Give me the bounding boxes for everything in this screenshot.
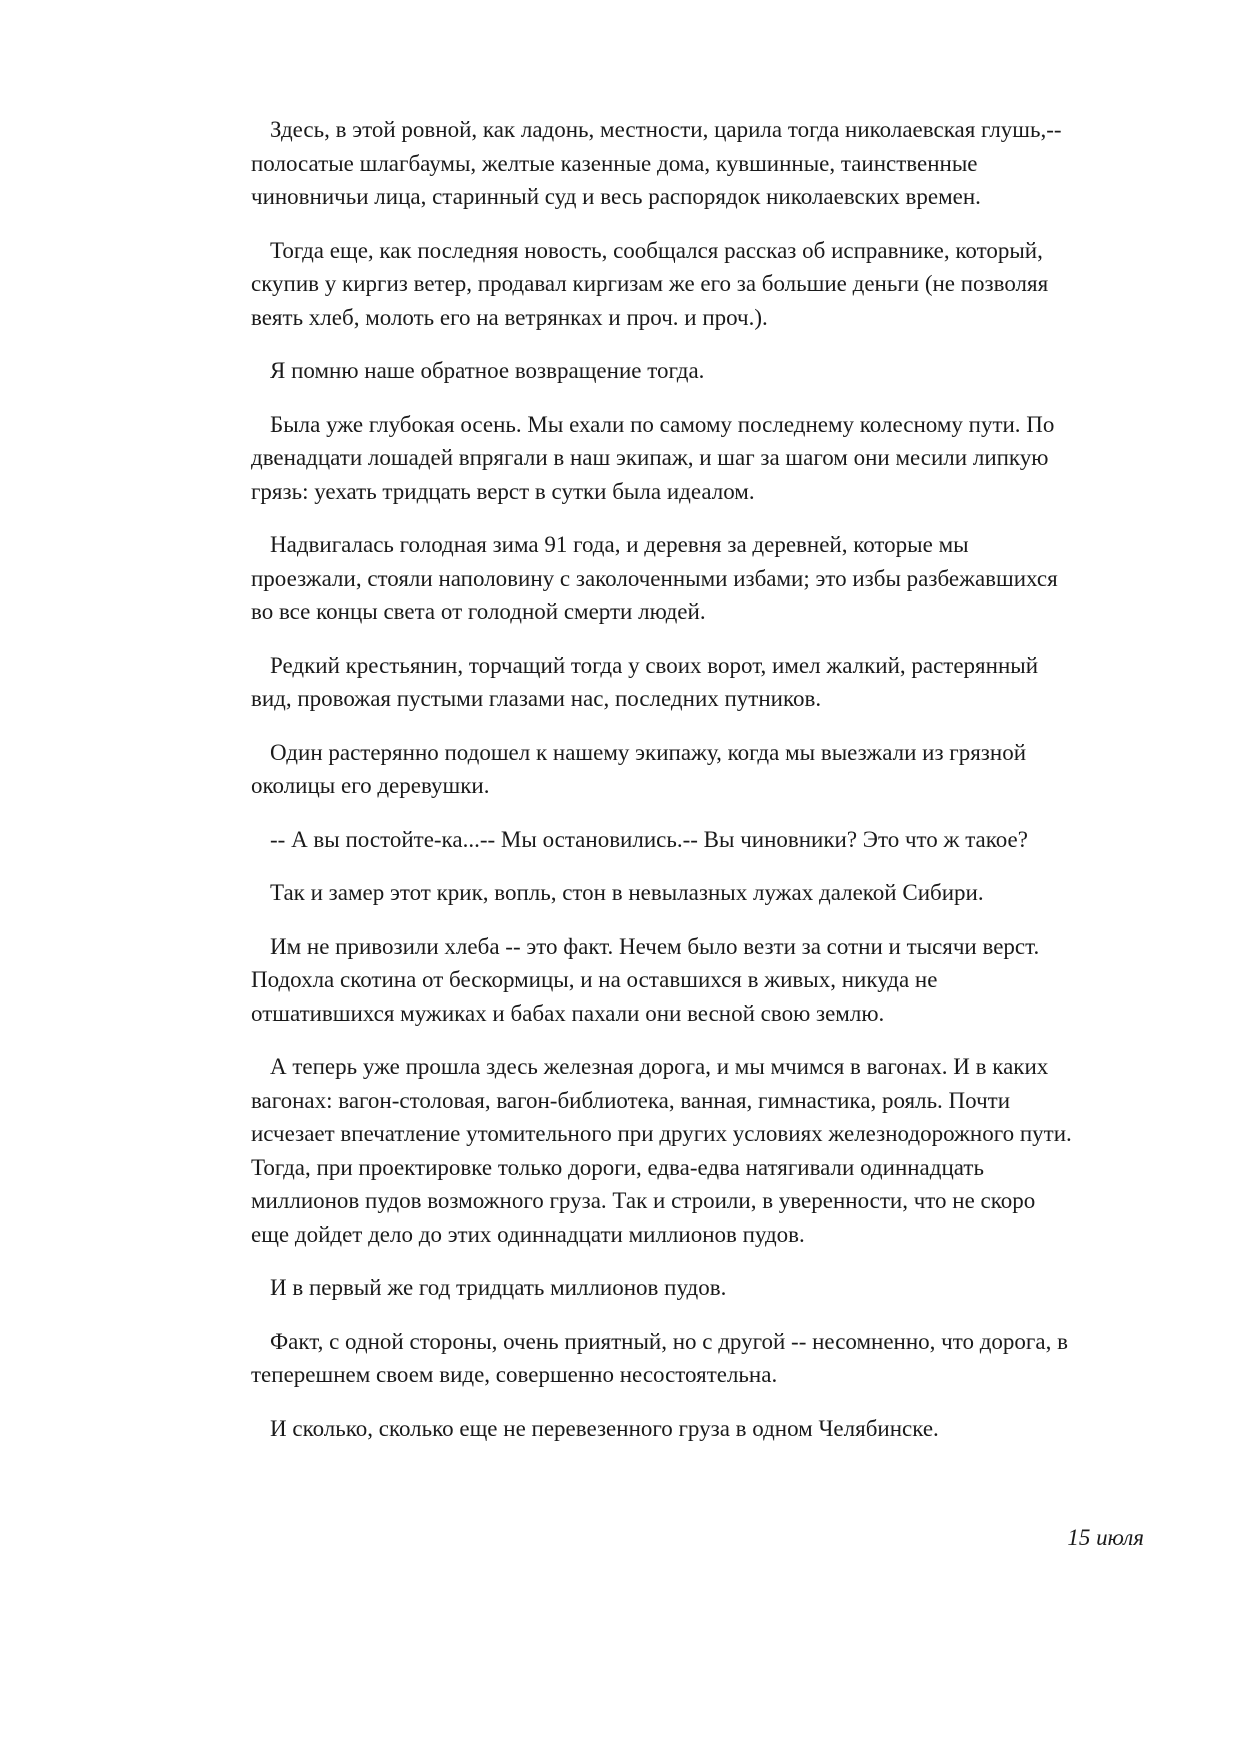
paragraph: Один растерянно подошел к нашему экипажу, когда мы выезжали из грязной околицы его деревушки.: [251, 739, 1027, 798]
paragraph: Тогда еще, как последняя новость, сообщался рассказ об исправнике, который, скупив у киргиз ветер, продавал киргизам же его за большие деньги (не позволяя веять хлеб, молоть его на ветрянках и проч. и проч.).: [251, 237, 1049, 330]
paragraph: Факт, с одной стороны, очень приятный, но с другой -- несомненно, что дорога, в теперешнем своем виде, совершенно несостоятельна.: [251, 1328, 1068, 1387]
paragraph: Была уже глубокая осень. Мы ехали по самому последнему колесному пути. По двенадцати лошадей впрягали в наш экипаж, и шаг за шагом они месили липкую грязь: уехать тридцать верст в сутки была идеалом.: [251, 411, 1055, 504]
paragraph: А теперь уже прошла здесь железная дорога, и мы мчимся в вагонах. И в каких вагонах: вагон-столовая, вагон-библиотека, ванная, гимнастика, рояль. Почти исчезает впечатление утомительного при других условиях железнодорожного пути. Тогда, при проектировке только дороги, едва-едва натягивали одиннадцать миллионов пудов возможного груза. Так и строили, в уверенности, что не скоро еще дойдет дело до этих одиннадцати миллионов пудов.: [251, 1054, 1072, 1247]
paragraph: Редкий крестьянин, торчащий тогда у своих ворот, имел жалкий, растерянный вид, провожая пустыми глазами нас, последних путников.: [251, 652, 1039, 711]
paragraph: И в первый же год тридцать миллионов пудов.: [270, 1275, 727, 1300]
text-body: [251, 113, 1163, 1465]
paragraph: Я помню наше обратное возвращение тогда.: [270, 358, 705, 383]
date-signature: 15 июля: [1067, 1525, 1144, 1550]
paragraph: -- А вы постойте-ка...-- Мы остановились.-- Вы чиновники? Это что ж такое?: [270, 826, 1028, 852]
paragraph: Надвигалась голодная зима 91 года, и деревня за деревней, которые мы проезжали, стояли наполовину с заколоченными избами; это избы разбежавшихся во все концы света от голодной смерти людей.: [251, 532, 1058, 624]
paragraph: И сколько, сколько еще не перевезенного груза в одном Челябинске.: [270, 1415, 939, 1441]
paragraph: Здесь, в этой ровной, как ладонь, местности, царила тогда николаевская глушь,-- полосатые шлагбаумы, желтые казенные дома, кувшинные, таинственные чиновничьи лица, старинный суд и весь распорядок николаевских времен.: [251, 117, 1062, 209]
paragraph: Им не привозили хлеба -- это факт. Нечем было везти за сотни и тысячи верст. Подохла скотина от бескормицы, и на оставшихся в живых, никуда не отшатившихся мужиках и бабах пахали они весной свою землю.: [251, 933, 1040, 1026]
paragraph: Так и замер этот крик, вопль, стон в невылазных лужах далекой Сибири.: [270, 880, 984, 905]
